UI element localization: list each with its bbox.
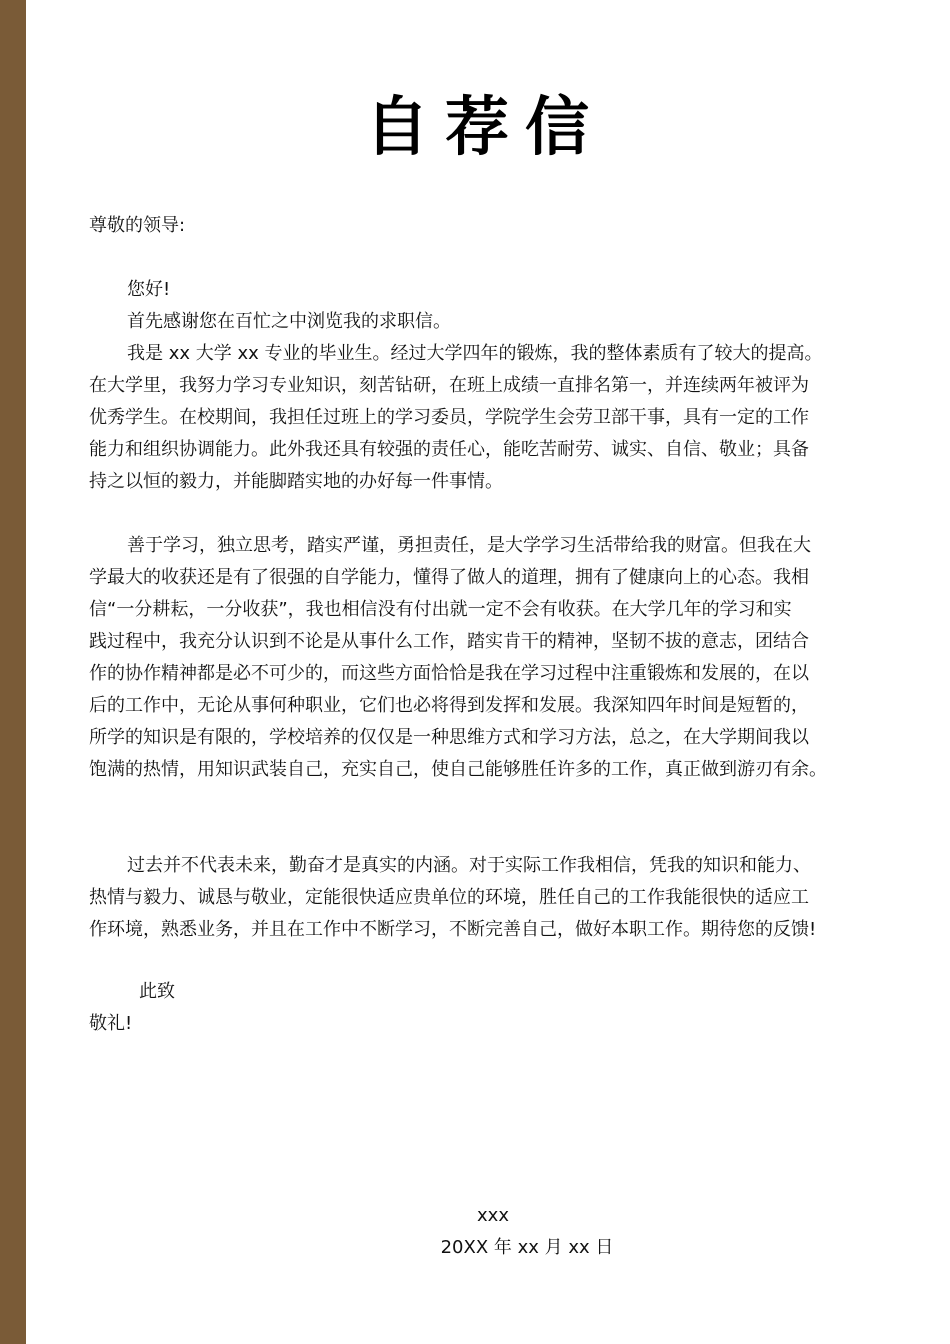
paragraph-line: 饱满的热情，用知识武装自己，充实自己，使自己能够胜任许多的工作，真正做到游刃有余。 bbox=[89, 759, 827, 780]
paragraph-line: 持之以恒的毅力，并能脚踏实地的办好每一件事情。 bbox=[89, 471, 503, 492]
paragraph-3 bbox=[89, 850, 869, 946]
paragraph-line: 践过程中，我充分认识到不论是从事什么工作，踏实肯干的精神，坚韧不拔的意志，团结合 bbox=[89, 631, 809, 652]
paragraph-line: 后的工作中，无论从事何种职业，它们也必将得到发挥和发展。我深知四年时间是短暂的， bbox=[89, 695, 809, 716]
paragraph-line: 在大学里，我努力学习专业知识，刻苦钻研，在班上成绩一直排名第一，并连续两年被评为 bbox=[89, 375, 809, 396]
paragraph-line: 善于学习，独立思考，踏实严谨，勇担责任，是大学学习生活带给我的财富。但我在大 bbox=[127, 535, 811, 556]
thanks-line: 首先感谢您在百忙之中浏览我的求职信。 bbox=[127, 311, 451, 332]
greeting: 您好! bbox=[127, 279, 171, 300]
paragraph-line: 能力和组织协调能力。此外我还具有较强的责任心，能吃苦耐劳、诚实、自信、敬业；具备 bbox=[89, 439, 809, 460]
paragraph-line: 所学的知识是有限的，学校培养的仅仅是一种思维方式和学习方法，总之，在大学期间我以 bbox=[89, 727, 809, 748]
left-decorative-bar bbox=[0, 0, 26, 1344]
paragraph-line: 我是 xx 大学 xx 专业的毕业生。经过大学四年的锻炼，我的整体素质有了较大的提高。 bbox=[127, 343, 823, 364]
date: 20XX 年 xx 月 xx 日 bbox=[440, 1237, 614, 1258]
paragraph-1 bbox=[89, 338, 869, 498]
salutation: 尊敬的领导: bbox=[89, 215, 186, 236]
paragraph-line: 过去并不代表未来，勤奋才是真实的内涵。对于实际工作我相信，凭我的知识和能力、 bbox=[127, 855, 811, 876]
greeting-block bbox=[89, 274, 869, 338]
paragraph-line: 学最大的收获还是有了很强的自学能力，懂得了做人的道理，拥有了健康向上的心态。我相 bbox=[89, 567, 809, 588]
paragraph-line: 热情与毅力、诚恳与敬业，定能很快适应贵单位的环境，胜任自己的工作我能很快的适应工 bbox=[89, 887, 809, 908]
signature: xxx bbox=[477, 1205, 509, 1226]
letter-title: 自荐信 bbox=[365, 90, 605, 165]
paragraph-2 bbox=[89, 530, 869, 786]
paragraph-line: 作环境，熟悉业务，并且在工作中不断学习，不断完善自己，做好本职工作。期待您的反馈! bbox=[89, 919, 817, 940]
paragraph-line: 信“一分耕耘，一分收获”，我也相信没有付出就一定不会有收获。在大学几年的学习和实 bbox=[89, 599, 792, 620]
paragraph-line: 优秀学生。在校期间，我担任过班上的学习委员，学院学生会劳卫部干事，具有一定的工作 bbox=[89, 407, 809, 428]
closing-2: 敬礼! bbox=[89, 1013, 133, 1034]
paragraph-line: 作的协作精神都是必不可少的，而这些方面恰恰是我在学习过程中注重锻炼和发展的，在以 bbox=[89, 663, 809, 684]
closing-1: 此致 bbox=[139, 981, 175, 1002]
closing-block bbox=[89, 976, 869, 1040]
